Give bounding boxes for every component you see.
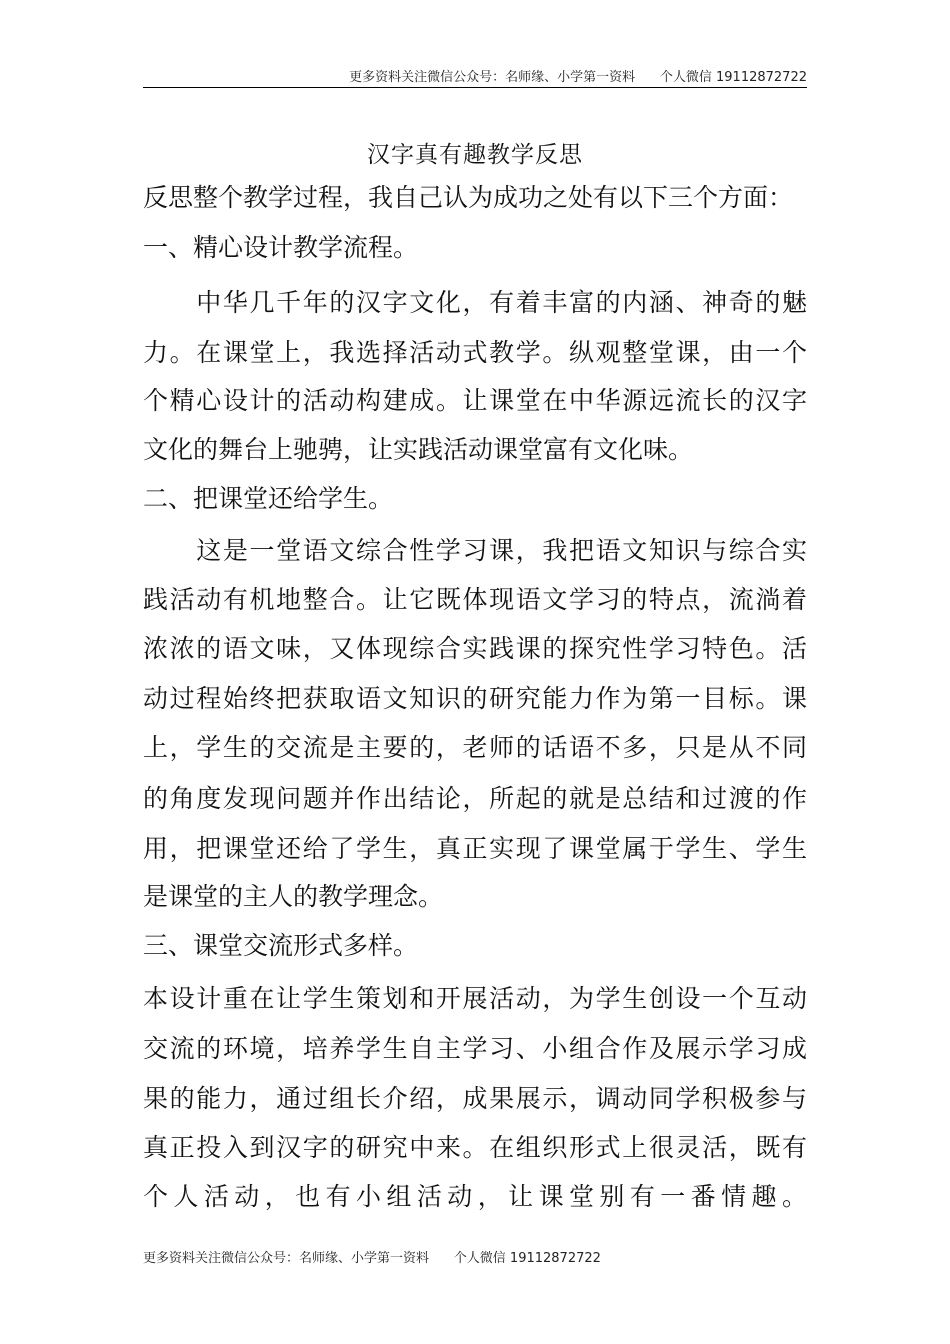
body-line: 是课堂的主人的教学理念。 [143,882,444,911]
header-divider [143,87,807,88]
body-line: 反思整个教学过程，我自己认为成功之处有以下三个方面： [143,183,794,212]
body-line: 个精心设计的活动构建成。让课堂在中华源远流长的汉字 [143,386,807,415]
header-text: 更多资料关注微信公众号：名师缘、小学第一资料 个人微信 19112872722 [349,70,807,85]
body-line: 本设计重在让学生策划和开展活动，为学生创设一个互动 [143,984,807,1013]
section-heading-3: 三、课堂交流形式多样。 [143,931,419,960]
body-line: 践活动有机地整合。让它既体现语文学习的特点，流淌着 [143,585,807,614]
body-line: 这是一堂语文综合性学习课，我把语文知识与综合实 [143,536,807,565]
page-footer: 更多资料关注微信公众号：名师缘、小学第一资料 个人微信 19112872722 [143,1251,601,1266]
body-line: 个人活动，也有小组活动，让课堂别有一番情趣。 [143,1182,807,1211]
body-line: 力。在课堂上，我选择活动式教学。纵观整堂课，由一个 [143,338,807,367]
body-line: 中华几千年的汉字文化，有着丰富的内涵、神奇的魅 [143,288,807,317]
body-line: 浓浓的语文味，又体现综合实践课的探究性学习特色。活 [143,634,807,663]
body-line: 文化的舞台上驰骋，让实践活动课堂富有文化味。 [143,435,694,464]
body-line: 交流的环境，培养学生自主学习、小组合作及展示学习成 [143,1034,807,1063]
body-line: 上，学生的交流是主要的，老师的话语不多，只是从不同 [143,733,807,762]
section-heading-2: 二、把课堂还给学生。 [143,484,394,513]
body-line: 果的能力，通过组长介绍，成果展示，调动同学积极参与 [143,1084,807,1113]
section-heading-1: 一、精心设计教学流程。 [143,233,419,262]
body-line: 用，把课堂还给了学生，真正实现了课堂属于学生、学生 [143,834,807,863]
body-line: 真正投入到汉字的研究中来。在组织形式上很灵活，既有 [143,1133,807,1162]
body-line: 动过程始终把获取语文知识的研究能力作为第一目标。课 [143,684,807,713]
document-title: 汉字真有趣教学反思 [367,142,583,168]
body-line: 的角度发现问题并作出结论，所起的就是总结和过渡的作 [143,784,807,813]
